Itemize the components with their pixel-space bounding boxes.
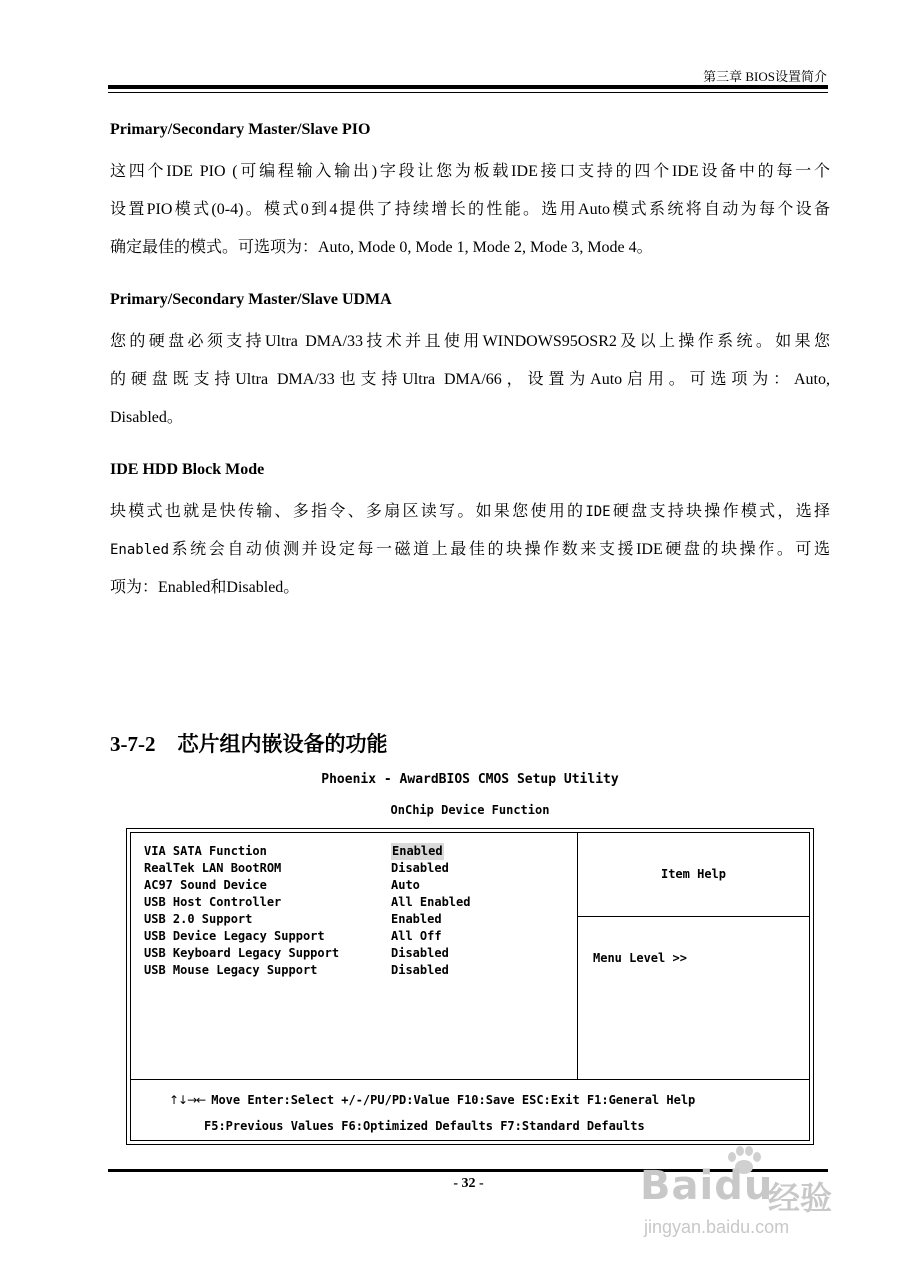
- bios-frame: [130, 832, 810, 1141]
- setting-row[interactable]: [144, 860, 564, 877]
- footer-keys-line-1: [169, 1093, 695, 1107]
- setting-name: USB Host Controller: [144, 895, 282, 909]
- setting-value[interactable]: Enabled: [391, 912, 442, 926]
- paragraph-line: [110, 493, 830, 531]
- setting-value[interactable]: Disabled: [391, 861, 449, 875]
- setting-row[interactable]: [144, 928, 564, 945]
- item-help-title: Item Help: [660, 867, 727, 881]
- setting-name: USB Mouse Legacy Support: [144, 963, 318, 977]
- bios-footer: [131, 1079, 809, 1140]
- paragraph-udma: [110, 323, 830, 437]
- watermark-brand-cn: 经验: [768, 1179, 833, 1217]
- chapter-heading: [110, 728, 388, 758]
- setting-value[interactable]: Auto: [391, 878, 420, 892]
- watermark-brand-part: du: [714, 1163, 774, 1209]
- setting-name: VIA SATA Function: [144, 844, 267, 858]
- header-rule-thin: [108, 92, 828, 93]
- setting-value[interactable]: All Enabled: [391, 895, 471, 909]
- menu-level: Menu Level >>: [593, 951, 687, 965]
- bios-title: Phoenix - AwardBIOS CMOS Setup Utility: [321, 772, 619, 787]
- paragraph-line: 这四个IDE PIO (可编程输入输出)字段让您为板载IDE接口支持的四个IDE设备中的每一个: [110, 163, 830, 180]
- paragraph-block-mode: [110, 493, 830, 607]
- chapter-number: 3-7-2: [110, 732, 156, 756]
- setting-name: USB Device Legacy Support: [144, 929, 325, 943]
- footer-keys-text: Move Enter:Select +/-/PU/PD:Value F10:Save ESC:Exit F1:General Help: [211, 1093, 696, 1107]
- section-heading-block-mode: IDE HDD Block Mode: [110, 461, 265, 478]
- setting-row[interactable]: [144, 945, 564, 962]
- setting-value[interactable]: All Off: [391, 929, 442, 943]
- setting-name: USB Keyboard Legacy Support: [144, 946, 340, 960]
- setting-row[interactable]: [144, 843, 564, 860]
- paragraph-line: 确定最佳的模式。可选项为：Auto, Mode 0, Mode 1, Mode 2, Mode 3, Mode 4。: [110, 239, 653, 256]
- footer-keys-line-2: F5:Previous Values F6:Optimized Defaults F7:Standard Defaults: [204, 1119, 645, 1133]
- baidu-watermark: [640, 1145, 870, 1245]
- setting-name: RealTek LAN BootROM: [144, 861, 282, 875]
- setting-name: AC97 Sound Device: [144, 878, 267, 892]
- paragraph-line: [110, 531, 830, 569]
- paragraph-line: 的硬盘既支持Ultra DMA/33也支持Ultra DMA/66，设置为Auto启用。可选项为：Auto,: [110, 371, 830, 388]
- text-segment: 硬盘支持块操作模式，选择: [610, 503, 830, 520]
- item-help-panel: [578, 833, 809, 917]
- text-segment: 块模式也就是快传输、多指令、多扇区读写。如果您使用的: [110, 503, 586, 520]
- setting-row[interactable]: [144, 962, 564, 979]
- text-segment: 系统会自动侦测并设定每一磁道上最佳的块操作数来支援IDE硬盘的块操作。可选: [169, 541, 830, 558]
- watermark-site: jingyan.baidu.com: [644, 1217, 790, 1237]
- paragraph-line: 项为：Enabled和Disabled。: [110, 579, 300, 596]
- setting-name: USB 2.0 Support: [144, 912, 253, 926]
- setting-value[interactable]: Disabled: [391, 946, 449, 960]
- setting-value[interactable]: Enabled: [392, 844, 443, 858]
- setting-value[interactable]: Disabled: [391, 963, 449, 977]
- settings-list: [144, 843, 564, 979]
- watermark-brand-part: Bai: [640, 1163, 715, 1209]
- watermark-brand: [640, 1163, 773, 1209]
- setting-row[interactable]: [144, 877, 564, 894]
- setting-row[interactable]: [144, 894, 564, 911]
- page-number: - 32 -: [453, 1176, 484, 1191]
- paragraph-pio: [110, 153, 830, 267]
- header-rule: [108, 85, 828, 89]
- text-segment-mono: IDE: [585, 504, 611, 520]
- bios-screen: [126, 828, 814, 1145]
- paragraph-line: Disabled。: [110, 409, 183, 426]
- settings-panel: [131, 833, 578, 1079]
- paragraph-line: 设置PIO模式(0-4)。模式0到4提供了持续增长的性能。选用Auto模式系统将自动为每个设备: [110, 201, 830, 218]
- section-heading-pio: Primary/Secondary Master/Slave PIO: [110, 121, 371, 138]
- setting-row[interactable]: [144, 911, 564, 928]
- paragraph-line: 您的硬盘必须支持Ultra DMA/33技术并且使用WINDOWS95OSR2及以上操作系统。如果您: [110, 333, 830, 350]
- bios-subtitle: OnChip Device Function: [390, 803, 550, 817]
- arrow-keys-icon: ↑↓→←: [169, 1093, 206, 1107]
- section-heading-udma: Primary/Secondary Master/Slave UDMA: [110, 291, 392, 308]
- chapter-header: 第三章 BIOS设置简介: [703, 69, 827, 84]
- text-segment-mono: Enabled: [110, 542, 170, 558]
- chapter-title: 芯片组内嵌设备的功能: [177, 732, 388, 756]
